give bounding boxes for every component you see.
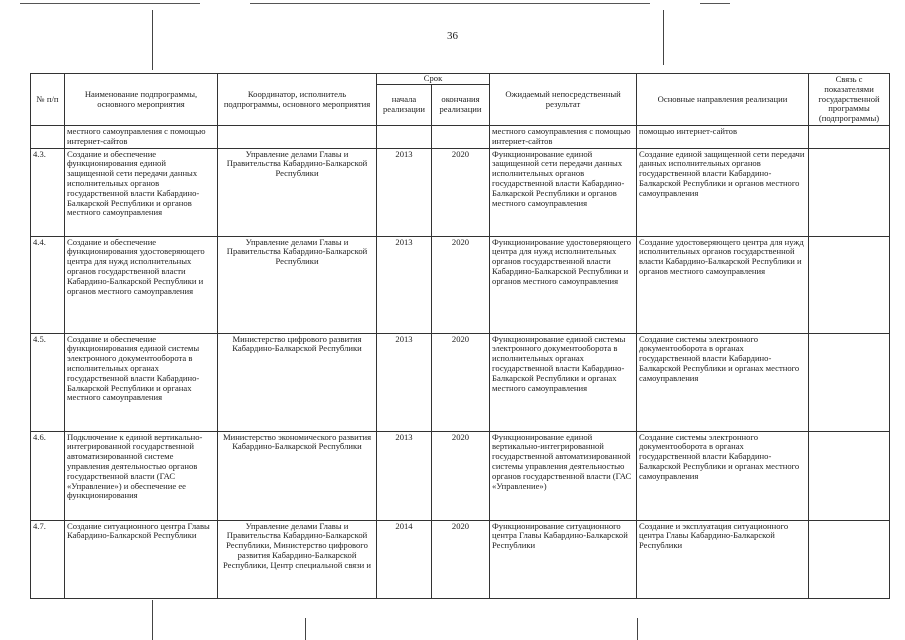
cell-directions: Создание и эксплуатация ситуационного центра Главы Кабардино-Балкарской Республики (637, 520, 809, 598)
top-rule-left (20, 3, 200, 4)
cell-num: 4.4. (31, 236, 65, 333)
cell-coord: Министерство экономического развития Кабардино-Балкарской Республики (218, 431, 377, 520)
cell-num (31, 126, 65, 149)
cell-start: 2014 (377, 520, 432, 598)
header-row-1 (31, 74, 890, 85)
header-end: окончания реализации (432, 85, 490, 126)
cell-directions: Создание системы электронного документооборота в органах государственной власти Кабардино-Балкарской Республики и органах местного самоуправления (637, 431, 809, 520)
scan-line-bottom-right (637, 618, 638, 640)
header-num: № п/п (31, 74, 65, 126)
cell-name: Создание ситуационного центра Главы Кабардино-Балкарской Республики (65, 520, 218, 598)
scan-line-left (152, 10, 153, 70)
cell-link (809, 431, 890, 520)
cell-result: Функционирование единой вертикально-интегрированной государственной автоматизированной системы управления деятельностью органов государственной власти (ГАС «Управление») (490, 431, 637, 520)
header-name: Наименование подпрограммы, основного мероприятия (65, 74, 218, 126)
cell-num: 4.5. (31, 333, 65, 431)
scan-line-right (663, 10, 664, 65)
cell-coord: Управление делами Главы и Правительства Кабардино-Балкарской Республики, Министерство цифрового развития Кабардино-Балкарской Республики, Центр специальной связи и (218, 520, 377, 598)
cell-coord: Министерство цифрового развития Кабардино-Балкарской Республики (218, 333, 377, 431)
cell-start: 2013 (377, 431, 432, 520)
header-term: Срок (377, 74, 490, 85)
header-coord: Координатор, исполнитель подпрограммы, основного мероприятия (218, 74, 377, 126)
top-rule-mid (250, 3, 650, 4)
scan-line-bottom-left (152, 600, 153, 640)
top-rule-right (700, 3, 730, 4)
cell-start: 2013 (377, 148, 432, 236)
cell-end: 2020 (432, 431, 490, 520)
cell-end: 2020 (432, 333, 490, 431)
cell-coord (218, 126, 377, 149)
cell-name: Подключение к единой вертикально-интегрированной государственной автоматизированной системе управления деятельностью органов государственной власти (ГАС «Управление») и обеспечение ее функционирования (65, 431, 218, 520)
table-row (31, 431, 890, 520)
cell-end: 2020 (432, 236, 490, 333)
table-row (31, 520, 890, 598)
program-table (30, 73, 890, 599)
header-link: Связь с показателями государственной программы (подпрограммы) (809, 74, 890, 126)
cell-result: Функционирование удостоверяющего центра для нужд исполнительных органов государственной власти Кабардино-Балкарской Республики и органов местного самоуправления (490, 236, 637, 333)
table-row (31, 126, 890, 149)
cell-num: 4.6. (31, 431, 65, 520)
cell-link (809, 126, 890, 149)
cell-end: 2020 (432, 520, 490, 598)
scan-line-bottom-mid (305, 618, 306, 640)
header-result: Ожидаемый непосредственный результат (490, 74, 637, 126)
header-start: начала реализации (377, 85, 432, 126)
cell-result: Функционирование ситуационного центра Главы Кабардино-Балкарской Республики (490, 520, 637, 598)
cell-coord: Управление делами Главы и Правительства Кабардино-Балкарской Республики (218, 148, 377, 236)
cell-directions: Создание системы электронного документооборота в органах государственной власти Кабардино-Балкарской Республики и органах местного самоуправления (637, 333, 809, 431)
cell-link (809, 520, 890, 598)
cell-start: 2013 (377, 236, 432, 333)
cell-link (809, 333, 890, 431)
page-number: 36 (447, 30, 458, 42)
cell-result: местного самоуправления с помощью интернет-сайтов (490, 126, 637, 149)
cell-num: 4.3. (31, 148, 65, 236)
cell-link (809, 148, 890, 236)
cell-directions: Создание единой защищенной сети передачи данных исполнительных органов государственной власти Кабардино-Балкарской Республики и органов местного самоуправления (637, 148, 809, 236)
cell-directions: Создание удостоверяющего центра для нужд исполнительных органов государственной власти Кабардино-Балкарской Республики и органов местного самоуправления (637, 236, 809, 333)
cell-num: 4.7. (31, 520, 65, 598)
table-row (31, 148, 890, 236)
cell-end: 2020 (432, 148, 490, 236)
cell-end (432, 126, 490, 149)
cell-start (377, 126, 432, 149)
table-row (31, 333, 890, 431)
cell-start: 2013 (377, 333, 432, 431)
cell-link (809, 236, 890, 333)
cell-result: Функционирование единой системы электронного документооборота в исполнительных органах государственной власти Кабардино-Балкарской Республики и органах местного самоуправления (490, 333, 637, 431)
cell-name: Создание и обеспечение функционирования единой защищенной сети передачи данных исполнительных органов государственной власти Кабардино-Балкарской Республики и органов местного самоуправления (65, 148, 218, 236)
header-directions: Основные направления реализации (637, 74, 809, 126)
table-row (31, 236, 890, 333)
cell-result: Функционирование единой защищенной сети передачи данных исполнительных органов государственной власти Кабардино-Балкарской Республики и органов местного самоуправления (490, 148, 637, 236)
cell-coord: Управление делами Главы и Правительства Кабардино-Балкарской Республики (218, 236, 377, 333)
cell-name: Создание и обеспечение функционирования удостоверяющего центра для нужд исполнительных органов государственной власти Кабардино-Балкарской Республики и органов местного самоуправления (65, 236, 218, 333)
cell-name: Создание и обеспечение функционирования единой системы электронного документооборота в исполнительных органах государственной власти Кабардино-Балкарской Республики и органах местного самоуправления (65, 333, 218, 431)
cell-directions: помощью интернет-сайтов (637, 126, 809, 149)
cell-name: местного самоуправления с помощью интернет-сайтов (65, 126, 218, 149)
